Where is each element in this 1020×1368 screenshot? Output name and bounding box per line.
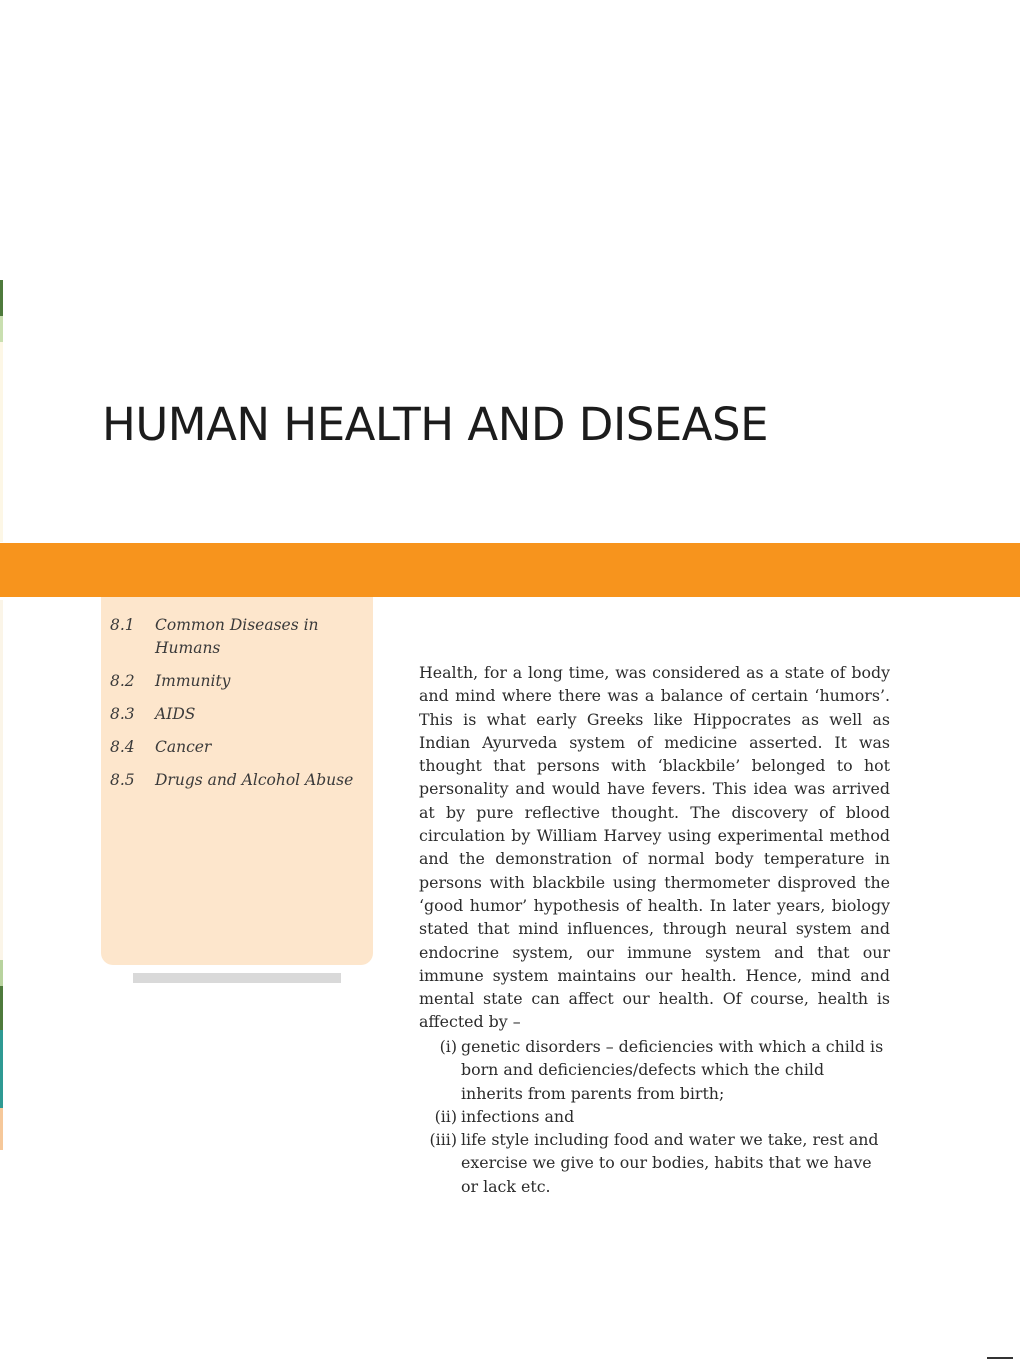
list-item: [419, 1035, 890, 1105]
contents-panel-shadow: [133, 973, 341, 983]
contents-item: [110, 769, 360, 792]
edge-color-strip: [0, 960, 3, 986]
edge-color-strip: [0, 316, 3, 342]
contents-item-title: Drugs and Alcohol Abuse: [155, 771, 354, 789]
contents-item-title: Cancer: [155, 738, 212, 756]
edge-color-strip: [0, 600, 3, 960]
contents-item: [110, 703, 360, 726]
page-corner-mark: [987, 1357, 1013, 1359]
edge-color-strip: [0, 342, 3, 542]
health-factors-list: [419, 1035, 890, 1198]
list-item: [419, 1128, 890, 1198]
chapter-header-band: [0, 543, 1020, 597]
contents-item: [110, 736, 360, 759]
list-item-text: infections and: [461, 1106, 575, 1126]
contents-item-number: 8.5: [110, 771, 135, 789]
list-marker: (iii): [429, 1130, 457, 1150]
list-item-text: genetic disorders – deficiencies with which a child is born and deficiencies/defects which the child inherits from parents from birth;: [461, 1037, 884, 1103]
contents-item-title: Common Diseases in Humans: [155, 616, 319, 657]
intro-paragraph: Health, for a long time, was considered as a state of body and mind where there was a balance of certain ‘humors’. This is what early Greeks like Hippocrates as well as Indian Ayurveda system of medicine asserted. It was thought that persons with ‘blackbile’ belonged to hot personality and would have fevers. This idea was arrived at by pure reflective thought. The discovery of blood circulation by William Harvey using experimental method and the demonstration of normal body temperature in persons with blackbile using thermometer disproved the ‘good humor’ hypothesis of health. In later years, biology stated that mind influences, through neural system and endocrine system, our immune system and that our immune system maintains our health. Hence, mind and mental state can affect our health. Of course, health is affected by –: [419, 663, 890, 1032]
chapter-contents-list: [110, 614, 360, 802]
contents-item-number: 8.3: [110, 705, 135, 723]
chapter-title: HUMAN HEALTH AND DISEASE: [102, 398, 769, 451]
list-marker: (ii): [434, 1106, 457, 1126]
edge-color-strip: [0, 1108, 3, 1150]
contents-item-number: 8.4: [110, 738, 135, 756]
list-item: [419, 1105, 890, 1128]
edge-color-strip: [0, 1030, 3, 1108]
edge-color-strip: [0, 986, 3, 1030]
contents-item-number: 8.2: [110, 672, 135, 690]
contents-item-title: AIDS: [155, 705, 196, 723]
contents-item: [110, 614, 360, 660]
contents-item-number: 8.1: [110, 616, 135, 634]
contents-item-title: Immunity: [155, 672, 231, 690]
contents-item: [110, 670, 360, 693]
edge-color-strip: [0, 280, 3, 316]
list-marker: (i): [439, 1037, 457, 1056]
list-item-text: life style including food and water we take, rest and exercise we give to our bodies, habits that we have or lack etc.: [461, 1130, 879, 1196]
